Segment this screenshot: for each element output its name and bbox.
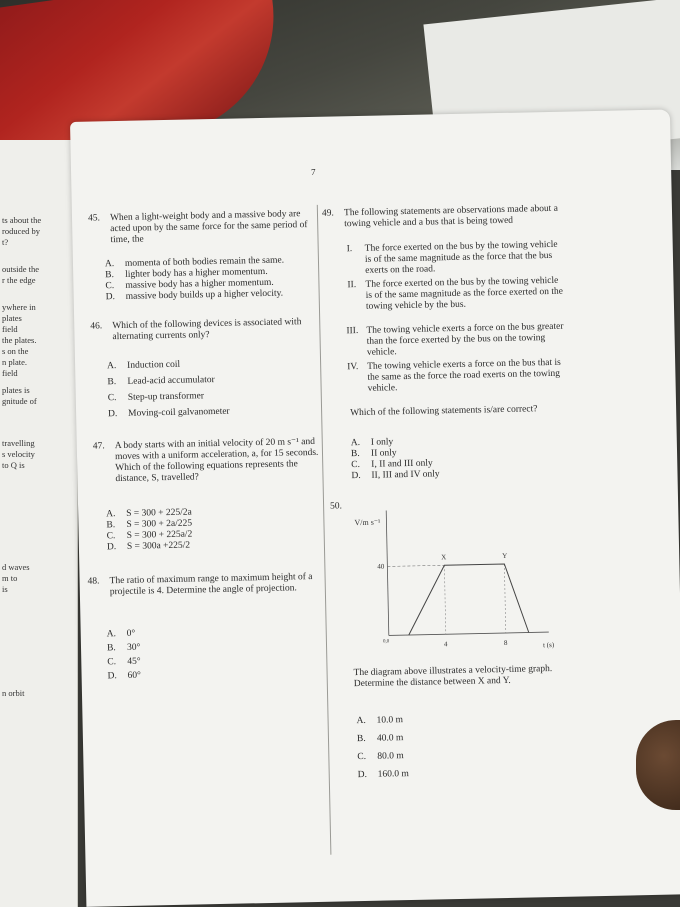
left-page-fragment: outside the <box>2 264 40 274</box>
page-number: 7 <box>310 166 316 177</box>
option-text: 0° <box>126 628 136 639</box>
option-text: 60° <box>127 670 142 681</box>
left-page-fragment: t? <box>2 237 9 247</box>
q50-option-a[interactable] <box>357 715 404 727</box>
option-letter: D. <box>106 542 117 553</box>
statement-text: The force exerted on the bus by the towing vehicle is of the same magnitude as the force that the bus exerts on the road. <box>364 239 558 276</box>
option-letter: B. <box>350 449 360 460</box>
question-text: A body starts with an initial velocity of 20 m s⁻¹ and moves with a uniform acceleration, a, for 15 seconds. Which of the following equations represents the distance, S, travelled? <box>114 436 319 485</box>
statement-text: The towing vehicle exerts a force on the bus that is the same as the force the road exerts on the towing vehicle. <box>367 357 561 394</box>
question-46 <box>90 317 317 343</box>
question-text: The following statements are observations made about a towing vehicle and a bus that is being towed <box>343 203 558 230</box>
left-page-fragment: to Q is <box>2 460 25 470</box>
q48-option-c[interactable] <box>107 657 141 669</box>
left-page-fragment: ywhere in <box>2 302 36 312</box>
question-number: 46. <box>90 321 103 332</box>
left-page-fragment: field <box>2 368 18 378</box>
q50-option-d[interactable] <box>358 769 409 781</box>
left-page-fragment: the plates. <box>2 335 37 345</box>
statement-text: The towing vehicle exerts a force on the bus greater than the force exerted by the bus on the towing vehicle. <box>366 321 564 358</box>
q46-option-b[interactable] <box>107 375 215 388</box>
option-text: II only <box>370 448 397 459</box>
left-page-fragment: n plate. <box>2 357 28 367</box>
q46-option-d[interactable] <box>108 407 230 421</box>
left-page-fragment: field <box>2 324 18 334</box>
option-letter: D. <box>108 409 118 420</box>
option-letter: A. <box>106 629 117 640</box>
x-axis-label: t (s) <box>542 640 555 650</box>
left-page-fragment: d waves <box>2 562 30 572</box>
option-text: Moving-coil galvanometer <box>128 406 230 419</box>
question-text: The ratio of maximum range to maximum height of a projectile is 4. Determine the angle of projection. <box>109 572 313 598</box>
option-letter: B. <box>105 270 115 281</box>
question-text: Which of the following devices is associated with alternating currents only? <box>112 317 302 343</box>
option-text: 10.0 m <box>376 715 404 726</box>
left-page-fragment: r the edge <box>2 275 36 285</box>
velocity-line <box>407 564 528 635</box>
option-letter: D. <box>351 470 361 482</box>
q48-option-d[interactable] <box>108 671 142 683</box>
option-letter: A. <box>350 437 361 449</box>
q49-option-a[interactable] <box>351 437 394 449</box>
option-letter: A. <box>356 715 366 727</box>
q48-option-b[interactable] <box>107 643 141 655</box>
option-text: II, III and IV only <box>371 469 440 481</box>
left-page-fragment: n orbit <box>2 688 25 698</box>
question-47 <box>92 436 321 485</box>
q49-statement-3 <box>346 321 567 359</box>
option-text: massive body has a higher momentum. <box>125 277 274 291</box>
q45-option-d[interactable] <box>106 289 284 304</box>
origin-label: 0,0 <box>382 639 390 645</box>
left-page-fragment: gnitude of <box>2 396 37 406</box>
option-letter: B. <box>106 520 116 531</box>
left-page-fragment: s on the <box>2 346 29 356</box>
option-text: 80.0 m <box>377 751 404 762</box>
option-letter: D. <box>107 671 117 682</box>
point-y-label: Y <box>502 551 508 561</box>
question-49 <box>321 203 564 231</box>
option-letter: A. <box>104 259 115 270</box>
option-letter: B. <box>107 377 117 388</box>
question-number: 47. <box>92 441 105 452</box>
option-text: I, II and III only <box>371 458 433 470</box>
q49-prompt: Which of the following statements is/are correct? <box>350 404 538 419</box>
option-text: lighter body has a higher momentum. <box>125 266 268 280</box>
statement-numeral: IV. <box>347 362 359 373</box>
option-text: Induction coil <box>127 359 181 371</box>
left-page-fragment: s velocity <box>2 449 35 459</box>
question-50-number: 50. <box>330 501 343 512</box>
option-text: S = 300 + 2a/225 <box>126 518 193 530</box>
q49-statement-2 <box>347 275 566 313</box>
option-text: 30° <box>126 642 141 653</box>
option-letter: B. <box>106 643 116 654</box>
option-text: S = 300 + 225a/2 <box>126 529 193 541</box>
question-number: 48. <box>87 576 100 587</box>
option-text: 45° <box>127 656 141 667</box>
exam-page <box>70 109 680 906</box>
point-x-label: X <box>441 553 447 562</box>
option-text: S = 300 + 225/2a <box>126 507 192 519</box>
statement-text: The force exerted on the bus by the towing vehicle is of the same magnitude as the force exerted on the towing vehicle by the bus. <box>365 275 564 312</box>
option-text: massive body builds up a higher velocity. <box>125 288 284 302</box>
q49-statement-4 <box>347 357 568 395</box>
x-tick-4: 4 <box>443 640 448 649</box>
statement-numeral: II. <box>347 280 357 291</box>
q48-option-a[interactable] <box>107 629 136 641</box>
left-page-fragment: plates <box>2 313 22 323</box>
option-letter: C. <box>105 281 115 292</box>
question-45 <box>87 209 316 246</box>
statement-numeral: III. <box>346 326 359 337</box>
left-page-fragment: m to <box>2 573 18 583</box>
option-text: 40.0 m <box>376 733 404 744</box>
option-text: Step-up transformer <box>127 391 205 403</box>
x-guide-line <box>444 565 445 634</box>
option-letter: C. <box>106 531 116 542</box>
left-page-fragment: is <box>2 584 8 594</box>
y-axis-label: V/m s⁻¹ <box>354 517 381 528</box>
option-letter: C. <box>107 393 117 404</box>
left-page-fragment: roduced by <box>2 226 41 236</box>
velocity-time-graph <box>346 497 569 662</box>
option-letter: B. <box>356 733 366 745</box>
option-letter: D. <box>357 769 368 781</box>
option-text: 160.0 m <box>377 769 409 780</box>
left-page-fragment: travelling <box>2 438 35 448</box>
left-page <box>0 140 78 907</box>
x-tick-8: 8 <box>503 638 508 648</box>
option-text: S = 300a +225/2 <box>126 540 191 552</box>
left-page-fragment: plates is <box>2 385 30 395</box>
question-text: When a light-weight body and a massive body are acted upon by the same force for the same period of time, the <box>109 209 308 246</box>
y-point-guide-line <box>504 564 505 633</box>
question-48 <box>87 572 325 598</box>
question-number: 49. <box>321 208 334 219</box>
option-text: Lead-acid accumulator <box>127 375 215 387</box>
q49-statement-1 <box>346 239 566 277</box>
y-guide-line <box>387 565 444 566</box>
q46-option-a[interactable] <box>107 360 180 373</box>
y-axis <box>386 510 389 635</box>
column-divider <box>317 205 332 855</box>
q50-option-b[interactable] <box>357 733 404 745</box>
option-letter: A. <box>106 509 116 520</box>
option-letter: D. <box>105 292 116 303</box>
q47-option-d[interactable] <box>107 541 190 554</box>
option-text: I only <box>370 437 394 448</box>
q46-option-c[interactable] <box>108 391 204 404</box>
question-number: 45. <box>87 213 101 224</box>
q49-option-d[interactable] <box>351 469 439 482</box>
option-letter: C. <box>107 657 117 668</box>
x-axis <box>389 632 549 635</box>
option-letter: C. <box>357 751 367 763</box>
y-tick-40: 40 <box>377 562 385 571</box>
option-letter: A. <box>107 361 117 372</box>
q50-option-c[interactable] <box>357 751 404 763</box>
statement-numeral: I. <box>346 244 353 255</box>
option-text: momenta of both bodies remain the same. <box>124 255 285 269</box>
left-page-fragment: ts about the <box>2 215 42 225</box>
option-letter: C. <box>351 460 361 471</box>
q50-text: The diagram above illustrates a velocity-time graph. Determine the distance between X and Y. <box>353 664 553 690</box>
